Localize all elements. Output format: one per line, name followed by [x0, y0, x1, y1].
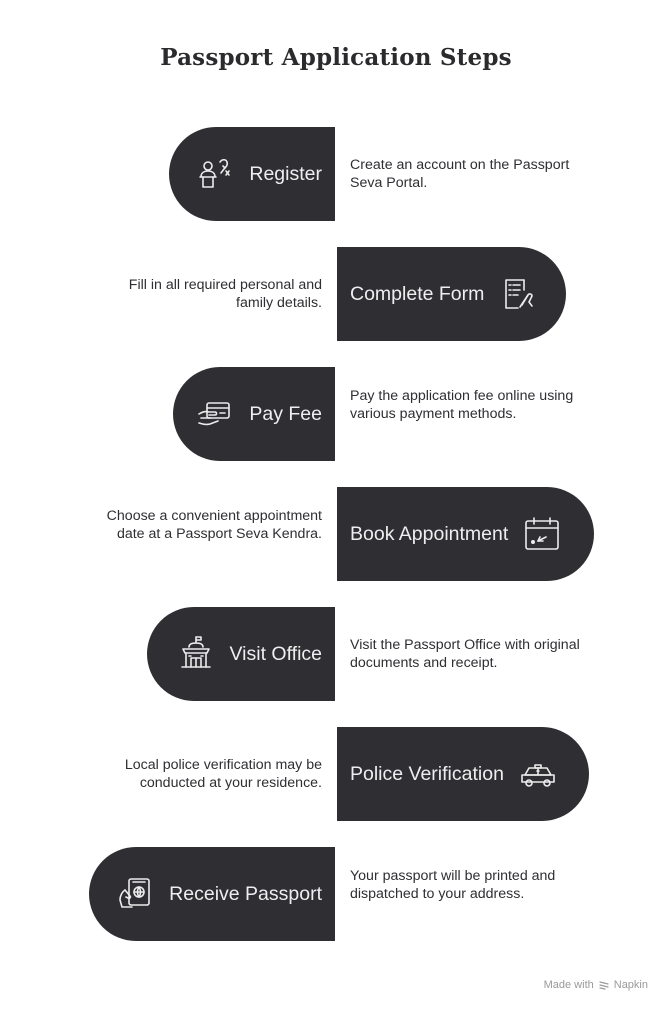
step-label: Complete Form [350, 282, 485, 305]
step-description: Pay the application fee online using various payment methods. [350, 388, 574, 422]
calendar-icon [522, 514, 562, 554]
police-car-icon [518, 754, 558, 794]
step-register [169, 127, 335, 221]
form-signing-icon [498, 274, 538, 314]
step-book-appointment [337, 487, 594, 581]
made-with-text: Made with [543, 979, 594, 991]
step-description: Create an account on the Passport Seva Portal. [350, 157, 570, 191]
step-description: Your passport will be printed and dispatched to your address. [350, 868, 556, 902]
step-complete-form [337, 247, 566, 341]
step-visit-office [147, 607, 335, 701]
step-pay-fee [173, 367, 335, 461]
step-label: Book Appointment [350, 522, 509, 545]
napkin-logo-icon [598, 979, 610, 991]
made-with-napkin-footer [544, 979, 648, 991]
passport-in-hand-icon [115, 874, 155, 914]
step-label: Police Verification [350, 762, 504, 785]
step-description: Visit the Passport Office with original documents and receipt. [350, 637, 580, 671]
register-person-icon [195, 154, 235, 194]
step-label: Pay Fee [249, 402, 322, 425]
step-description: Choose a convenient appointment date at a Passport Seva Kendra. [106, 508, 322, 542]
step-description: Local police verification may be conducted at your residence. [124, 757, 322, 791]
step-label: Receive Passport [169, 882, 322, 905]
step-label: Register [249, 162, 322, 185]
card-payment-icon [195, 394, 235, 434]
step-label: Visit Office [229, 642, 322, 665]
step-receive-passport [89, 847, 335, 941]
step-description: Fill in all required personal and family details. [128, 277, 322, 311]
step-police-verification [337, 727, 589, 821]
napkin-brand-text: Napkin [613, 979, 648, 991]
government-building-icon [176, 634, 216, 674]
diagram-title: Passport Application Steps [160, 44, 512, 71]
